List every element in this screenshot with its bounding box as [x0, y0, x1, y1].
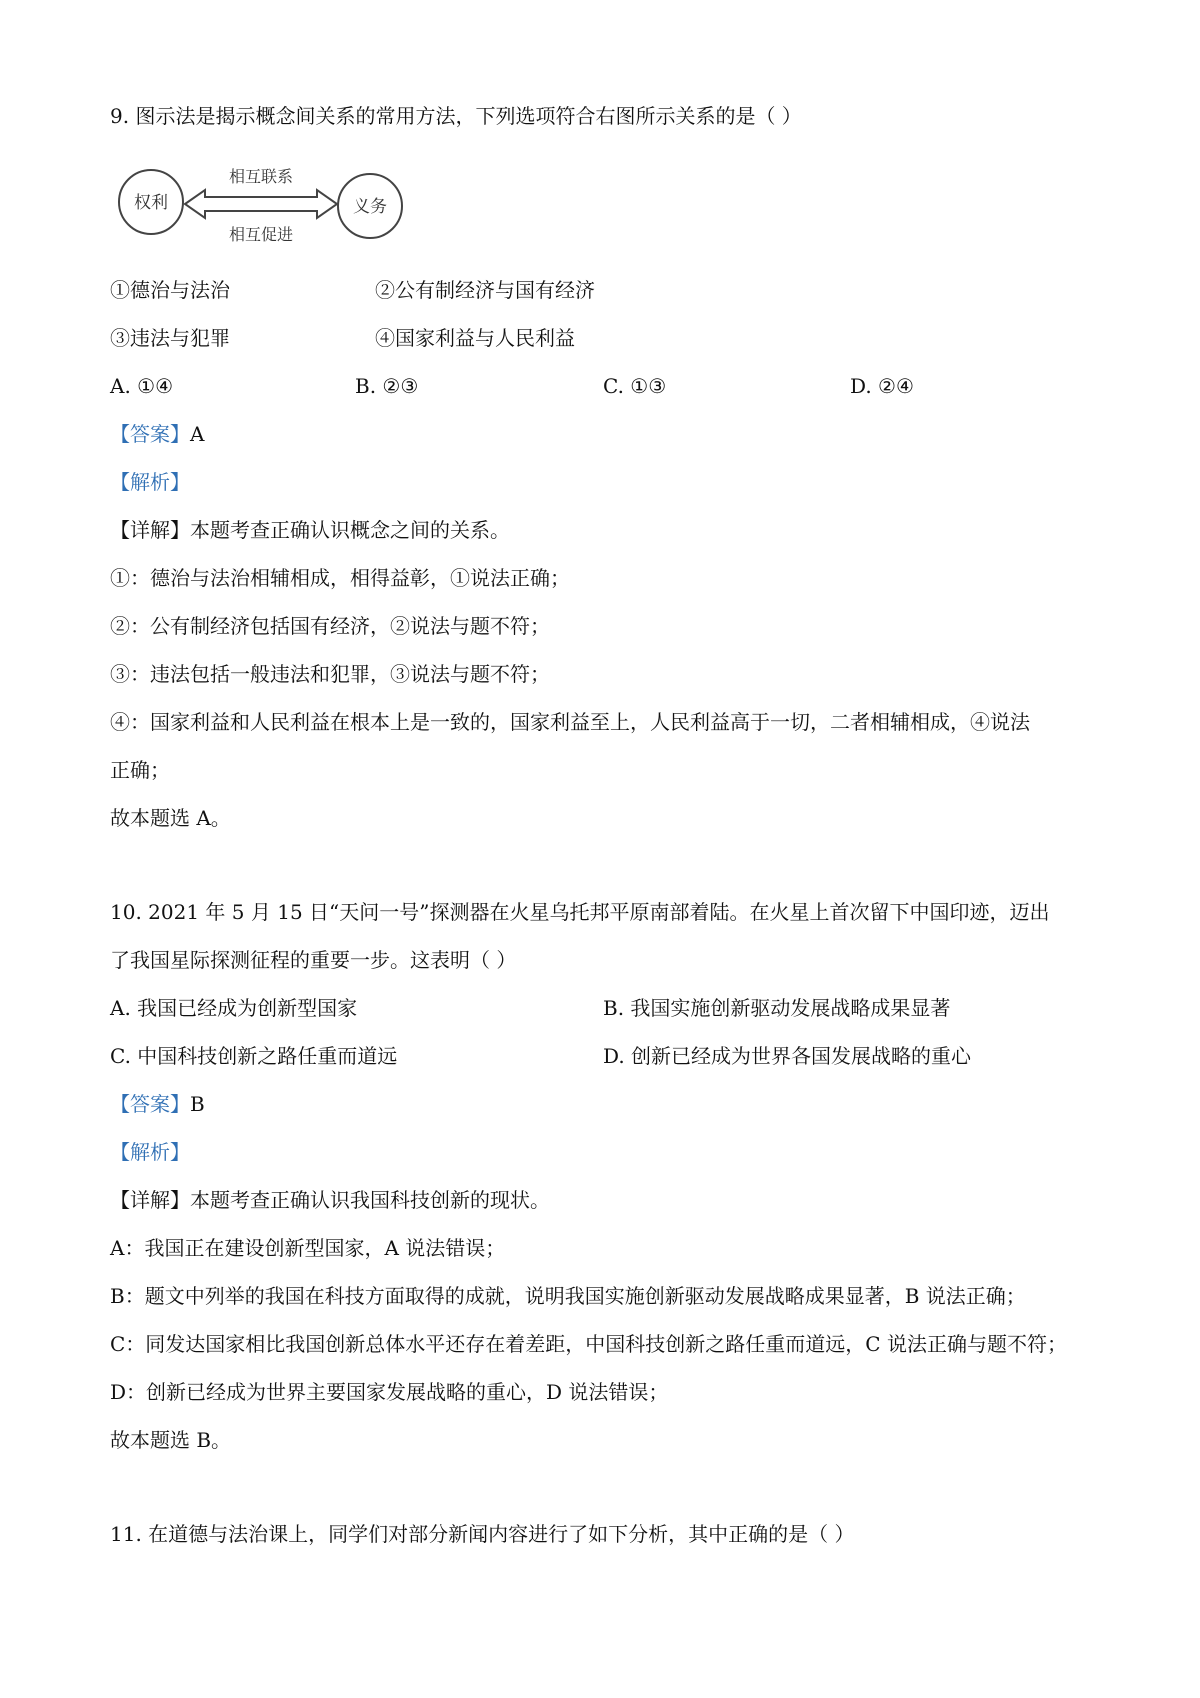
q10-analysis-label: 【解析】 [110, 1140, 190, 1164]
q10-line-5: 故本题选 B。 [110, 1428, 232, 1452]
q11-stem: 11. 在道德与法治课上，同学们对部分新闻内容进行了如下分析，其中正确的是（ ） [110, 1522, 855, 1546]
q10-choice-c: C. 中国科技创新之路任重而道远 [110, 1044, 398, 1068]
q9-line-1: ①：德治与法治相辅相成，相得益彰，①说法正确； [110, 566, 570, 590]
q10-choice-b: B. 我国实施创新驱动发展战略成果显著 [603, 996, 951, 1020]
top-arrow-label: 相互联系 [228, 167, 294, 186]
q9-choice-a: A. ①④ [110, 374, 174, 398]
q9-line-6: 故本题选 A。 [110, 806, 231, 830]
detail-label: 【详解】 [110, 518, 190, 542]
left-circle-label: 权利 [134, 193, 168, 213]
q9-line-2: ②：公有制经济包括国有经济，②说法与题不符； [110, 614, 550, 638]
q10-answer [110, 1090, 205, 1118]
q9-item-4: ④国家利益与人民利益 [375, 326, 575, 350]
q9-item-2: ②公有制经济与国有经济 [375, 278, 595, 302]
q9-choice-c: C. ①③ [603, 374, 667, 398]
q9-stem: 9. 图示法是揭示概念间关系的常用方法，下列选项符合右图所示关系的是（ ） [110, 104, 802, 128]
answer-value: B [190, 1092, 205, 1116]
answer-label: 【答案】 [110, 1092, 190, 1116]
q9-detail [110, 516, 510, 544]
rights-duties-diagram [115, 160, 405, 255]
q10-line-2: B：题文中列举的我国在科技方面取得的成就，说明我国实施创新驱动发展战略成果显著，B 说法正确； [110, 1284, 1026, 1308]
detail-intro: 本题考查正确认识我国科技创新的现状。 [190, 1188, 550, 1212]
q10-detail [110, 1186, 550, 1214]
q10-choice-a: A. 我国已经成为创新型国家 [110, 996, 358, 1020]
q9-line-4: ④：国家利益和人民利益在根本上是一致的，国家利益至上，人民利益高于一切，二者相辅相成，④说法 [110, 710, 1030, 734]
detail-label: 【详解】 [110, 1188, 190, 1212]
answer-value: A [190, 422, 205, 446]
q9-analysis-label: 【解析】 [110, 470, 190, 494]
q9-line-5: 正确； [110, 758, 170, 782]
q10-stem-1: 10. 2021 年 5 月 15 日“天问一号”探测器在火星乌托邦平原南部着陆。在火星上首次留下中国印迹，迈出 [110, 900, 1050, 924]
double-arrow [185, 190, 337, 218]
q9-answer [110, 420, 204, 448]
bottom-arrow-label: 相互促进 [228, 225, 294, 244]
q9-choice-d: D. ②④ [850, 374, 914, 398]
q9-item-3: ③违法与犯罪 [110, 326, 230, 350]
q9-line-3: ③：违法包括一般违法和犯罪，③说法与题不符； [110, 662, 550, 686]
q9-item-1: ①德治与法治 [110, 278, 230, 302]
q10-line-4: D：创新已经成为世界主要国家发展战略的重心，D 说法错误； [110, 1380, 669, 1404]
q10-line-3: C：同发达国家相比我国创新总体水平还存在着差距，中国科技创新之路任重而道远，C 说法正确与题不符； [110, 1332, 1067, 1356]
q10-line-1: A：我国正在建设创新型国家，A 说法错误； [110, 1236, 506, 1260]
q10-stem-2: 了我国星际探测征程的重要一步。这表明（ ） [110, 948, 517, 972]
q10-choice-d: D. 创新已经成为世界各国发展战略的重心 [603, 1044, 972, 1068]
answer-label: 【答案】 [110, 422, 190, 446]
q9-choice-b: B. ②③ [355, 374, 419, 398]
right-circle-label: 义务 [353, 197, 387, 217]
detail-intro: 本题考查正确认识概念之间的关系。 [190, 518, 510, 542]
